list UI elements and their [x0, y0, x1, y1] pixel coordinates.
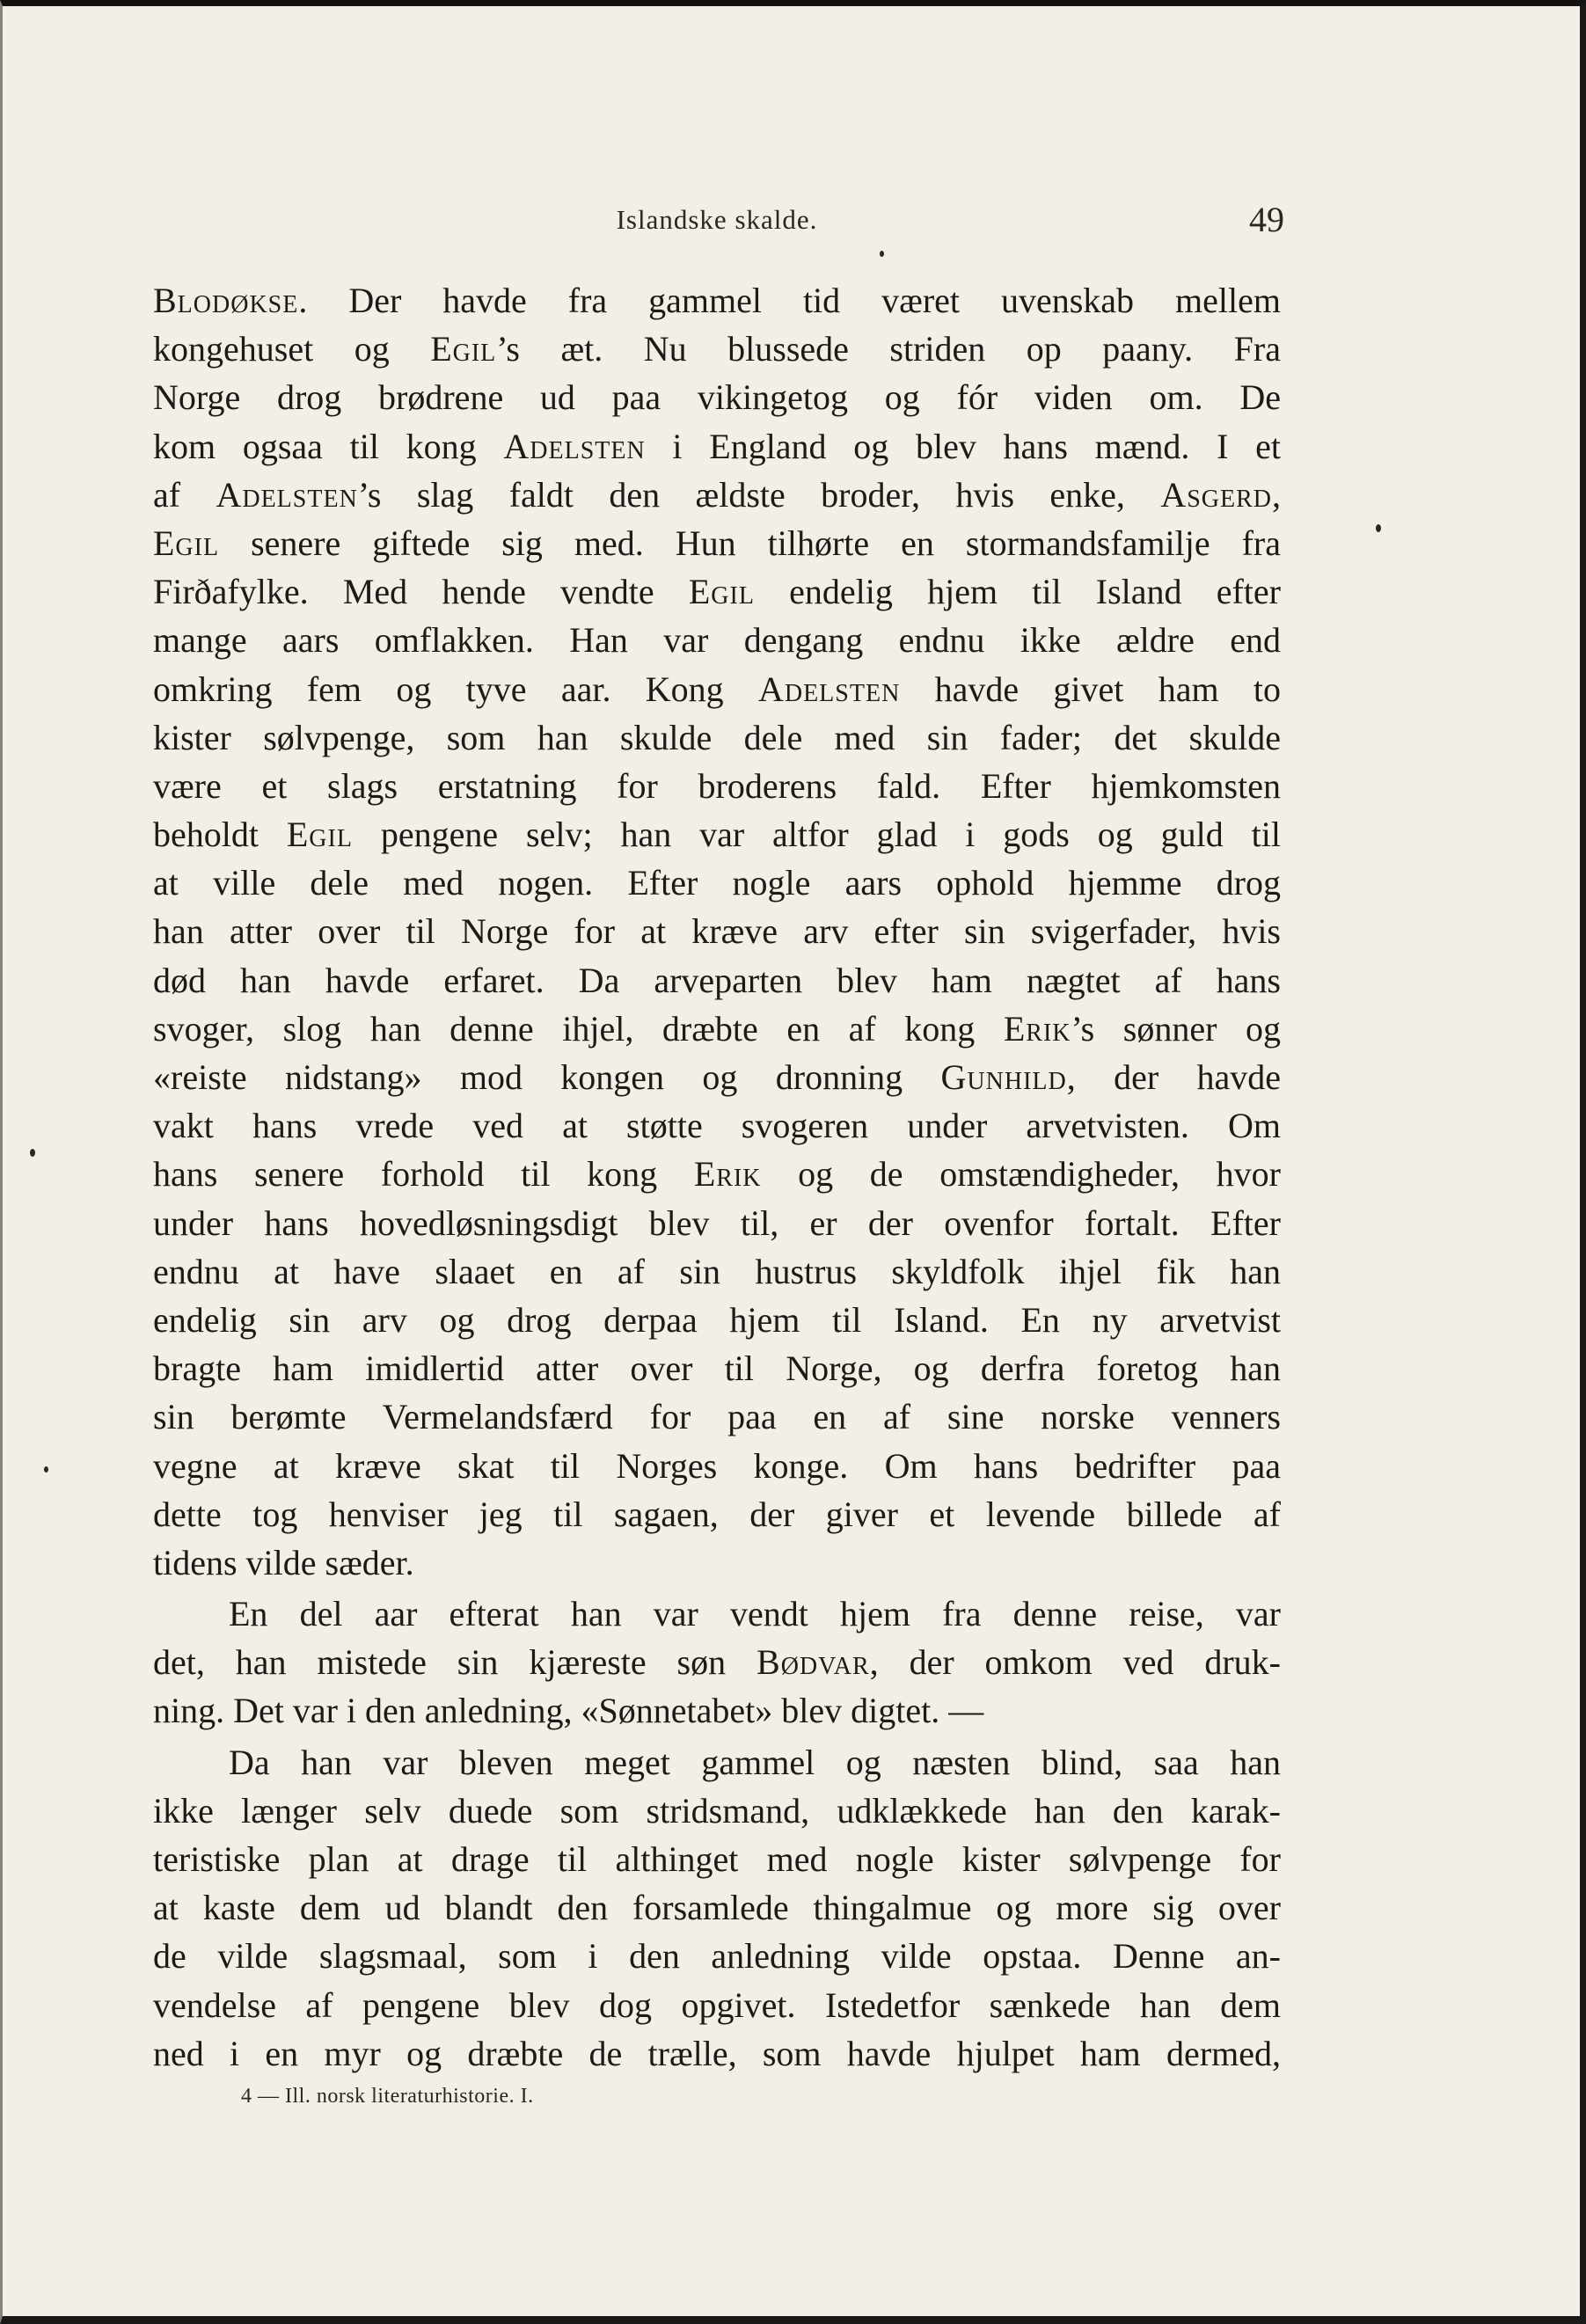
line-fragment: svoger, slog han denne ihjel, dræbte en af kong	[153, 1008, 1004, 1049]
person-name: Asgerd	[1160, 474, 1272, 515]
person-name: Egil	[286, 815, 353, 855]
text-line	[153, 1005, 1281, 1053]
line-fragment: pengene selv; han var altfor glad i gods og guld til	[352, 815, 1281, 855]
text-line	[153, 519, 1281, 567]
person-name: Egil	[153, 523, 220, 563]
text-line: tidens vilde sæder.	[153, 1542, 414, 1582]
text-line: at ville dele med nogen. Efter nogle aars ophold hjemme drog	[153, 863, 1281, 903]
line-fragment: ’s slag faldt den ældste broder, hvis enke,	[357, 474, 1161, 515]
line-fragment: det, han mistede sin kjæreste søn	[153, 1642, 757, 1683]
print-speck	[30, 1149, 35, 1157]
text-line: mange aars omflakken. Han var dengang endnu ikke ældre end	[153, 620, 1281, 661]
line-fragment: af	[153, 474, 216, 515]
text-line	[153, 810, 1281, 859]
text-line: ning. Det var i den anledning, «Sønnetabet» blev digtet. —	[153, 1691, 984, 1731]
text-line: endnu at have slaaet en af sin hustrus skyldfolk ihjel fik han	[153, 1251, 1281, 1291]
line-fragment: og de omstændigheder, hvor	[761, 1154, 1282, 1195]
line-fragment: endelig hjem til Island efter	[754, 572, 1281, 612]
text-line: han atter over til Norge for at kræve arv efter sin svigerfader, hvis	[153, 911, 1281, 952]
print-speck	[1376, 524, 1381, 532]
text-line: Norge drog brødrene ud paa vikingetog og fór viden om. De	[153, 377, 1281, 418]
line-fragment: , der havde	[1066, 1057, 1281, 1097]
person-name: Blodøkse	[153, 281, 299, 320]
text-line: vakt hans vrede ved at støtte svogeren under arvetvisten. Om	[153, 1106, 1281, 1146]
running-title: Islandske skalde.	[616, 204, 818, 235]
text-line	[153, 1053, 1281, 1101]
text-line: vendelse af pengene blev dog opgivet. Istedetfor sænkede han dem	[153, 1984, 1281, 2025]
line-fragment: kom ogsaa til kong	[153, 426, 504, 466]
person-name: Adelsten	[503, 426, 646, 466]
line-fragment: beholdt	[153, 815, 287, 855]
person-name: Erik	[693, 1154, 762, 1195]
text-line: ikke længer selv duede som stridsmand, udklækkede han den karak-	[153, 1790, 1281, 1831]
person-name: Bødvar	[756, 1642, 870, 1683]
person-name: Adelsten	[216, 474, 358, 515]
person-name: Gunhild	[940, 1057, 1067, 1097]
text-line: være et slags erstatning for broderens fald. Efter hjemkomsten	[153, 765, 1281, 806]
text-line	[153, 325, 1281, 373]
person-name: Adelsten	[757, 669, 901, 709]
signature-mark: 4 — Ill. norsk literaturhistorie. I.	[241, 2085, 534, 2108]
text-line: død han havde erfaret. Da arveparten blev ham nægtet af hans	[153, 960, 1281, 1000]
page-number: 49	[1249, 200, 1284, 239]
line-fragment: , der omkom ved druk-	[869, 1642, 1281, 1683]
paragraph-start: En del aar efterat han var vendt hjem fra denne reise, var	[229, 1594, 1281, 1634]
body-text	[153, 276, 1281, 2078]
line-fragment: ’s æt. Nu blussede striden op paany. Fra	[496, 329, 1281, 369]
text-line: teristiske plan at drage til althinget med nogle kister sølvpenge for	[153, 1839, 1281, 1879]
line-fragment: senere giftede sig med. Hun tilhørte en stormandsfamilje fra	[219, 523, 1281, 563]
text-line	[153, 422, 1281, 471]
text-line: dette tog henviser jeg til sagaen, der giver et levende billede af	[153, 1494, 1281, 1534]
text-line	[153, 567, 1281, 616]
line-fragment: ,	[1272, 474, 1281, 515]
line-fragment: kongehuset og	[153, 329, 431, 369]
text-line	[153, 276, 1281, 325]
text-line: endelig sin arv og drog derpaa hjem til Island. En ny arvetvist	[153, 1299, 1281, 1340]
line-fragment: hans senere forhold til kong	[153, 1154, 694, 1195]
text-line: ned i en myr og dræbte de trælle, som havde hjulpet ham dermed,	[153, 2033, 1281, 2073]
text-line: bragte ham imidlertid atter over til Norge, og derfra foretog han	[153, 1348, 1281, 1389]
text-line: sin berømte Vermelandsfærd for paa en af sine norske venners	[153, 1397, 1281, 1437]
text-line	[153, 665, 1281, 713]
text-line	[153, 1638, 1281, 1686]
text-line	[153, 471, 1281, 519]
line-fragment: Firðafylke. Med hende vendte	[153, 572, 689, 612]
line-fragment: ’s sønner og	[1071, 1008, 1281, 1049]
text-line: de vilde slagsmaal, som i den anledning vilde opstaa. Denne an-	[153, 1936, 1281, 1977]
print-speck	[880, 251, 884, 257]
paragraph-start: Da han var bleven meget gammel og næsten blind, saa han	[229, 1742, 1281, 1782]
person-name: Erik	[1003, 1008, 1071, 1049]
text-line: at kaste dem ud blandt den forsamlede thingalmue og more sig over	[153, 1888, 1281, 1928]
line-fragment: havde givet ham to	[900, 669, 1282, 709]
line-fragment: i England og blev hans mænd. I et	[645, 426, 1281, 466]
text-line	[153, 1150, 1281, 1198]
person-name: Egil	[688, 572, 755, 612]
person-name: Egil	[430, 329, 497, 369]
print-speck	[44, 1466, 48, 1473]
text-line: kister sølvpenge, som han skulde dele med sin fader; det skulde	[153, 717, 1281, 757]
line-fragment: omkring fem og tyve aar. Kong	[153, 669, 758, 709]
text-line: under hans hovedløsningsdigt blev til, er der ovenfor fortalt. Efter	[153, 1202, 1281, 1243]
running-head	[150, 199, 1284, 252]
line-fragment: . Der havde fra gammel tid været uvenskab mellem	[298, 281, 1281, 320]
text-line: vegne at kræve skat til Norges konge. Om hans bedrifter paa	[153, 1445, 1281, 1486]
line-fragment: «reiste nidstang» mod kongen og dronning	[153, 1057, 941, 1097]
